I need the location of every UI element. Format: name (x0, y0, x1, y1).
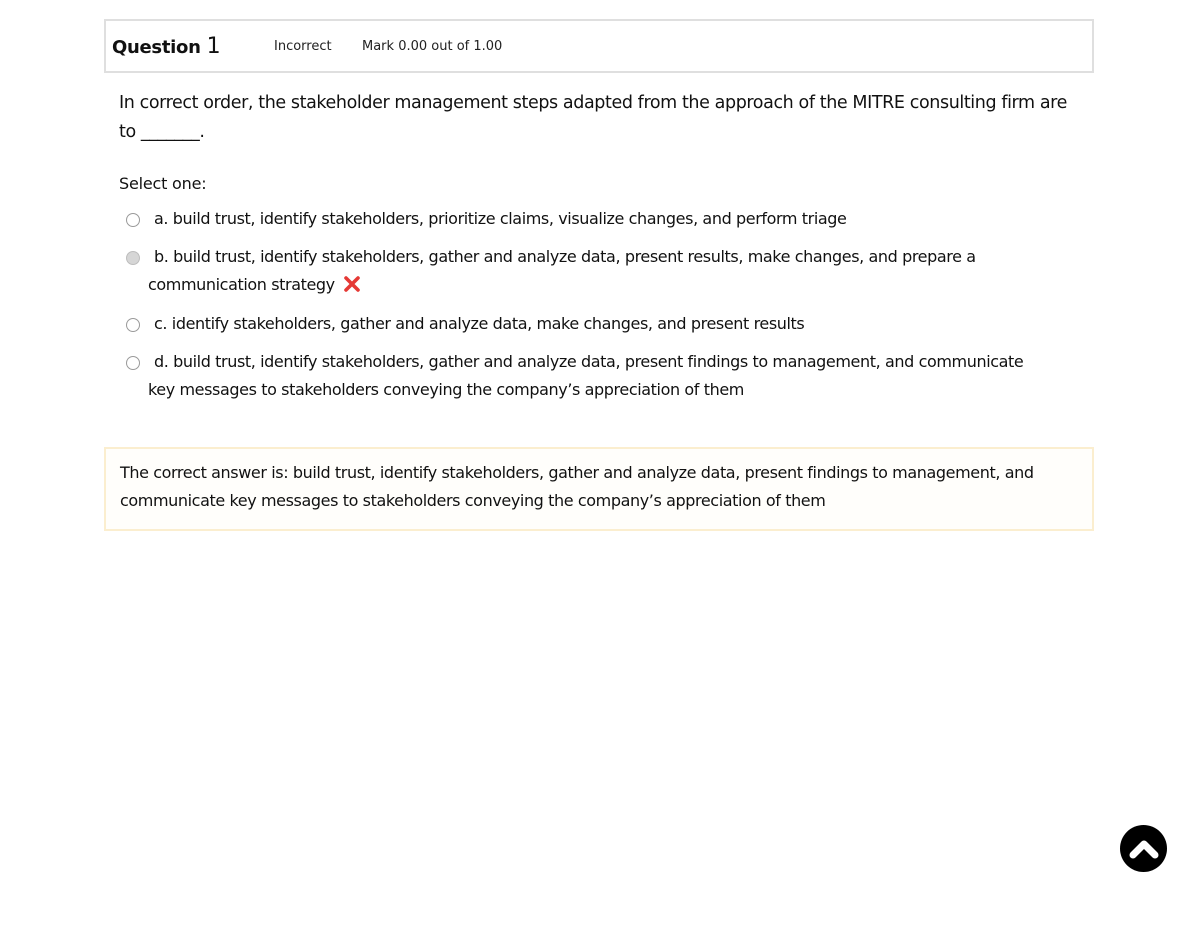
radio-option-c[interactable] (126, 318, 140, 332)
radio-option-b[interactable] (126, 251, 140, 265)
question-state: Incorrect (274, 38, 332, 54)
answer-option-c[interactable] (124, 310, 804, 338)
question-word: Question (112, 36, 201, 58)
radio-option-a[interactable] (126, 213, 140, 227)
question-title (112, 34, 274, 59)
answer-option-label: a. build trust, identify stakeholders, prioritize claims, visualize changes, and perform triage (154, 209, 847, 228)
answer-option-b[interactable] (124, 243, 1054, 299)
question-number: 1 (206, 33, 221, 59)
chevron-up-icon (1129, 836, 1159, 862)
right-answer-feedback: The correct answer is: build trust, identify stakeholders, gather and analyze data, present findings to management, and communicate key messages to stakeholders conveying the company’s appreciation of them (104, 447, 1094, 531)
question-info-bar (104, 19, 1094, 73)
answer-option-label: c. identify stakeholders, gather and analyze data, make changes, and present results (154, 314, 805, 333)
answer-option-a[interactable] (124, 205, 847, 233)
back-to-top-button[interactable] (1120, 825, 1167, 872)
answer-option-d[interactable] (124, 348, 1054, 404)
answer-prompt: Select one: (119, 174, 207, 193)
answer-option-label: d. build trust, identify stakeholders, gather and analyze data, present findings to management, and communicate key messages to stakeholders conveying the company’s appreciation of them (148, 352, 1024, 399)
answer-option-label: b. build trust, identify stakeholders, gather and analyze data, present results, make changes, and prepare a communication strategy (148, 247, 976, 294)
x-icon (343, 275, 361, 293)
question-grade: Mark 0.00 out of 1.00 (362, 38, 503, 54)
radio-option-d[interactable] (126, 356, 140, 370)
question-text: In correct order, the stakeholder management steps adapted from the approach of the MITRE consulting firm are to _______. (119, 93, 1067, 142)
